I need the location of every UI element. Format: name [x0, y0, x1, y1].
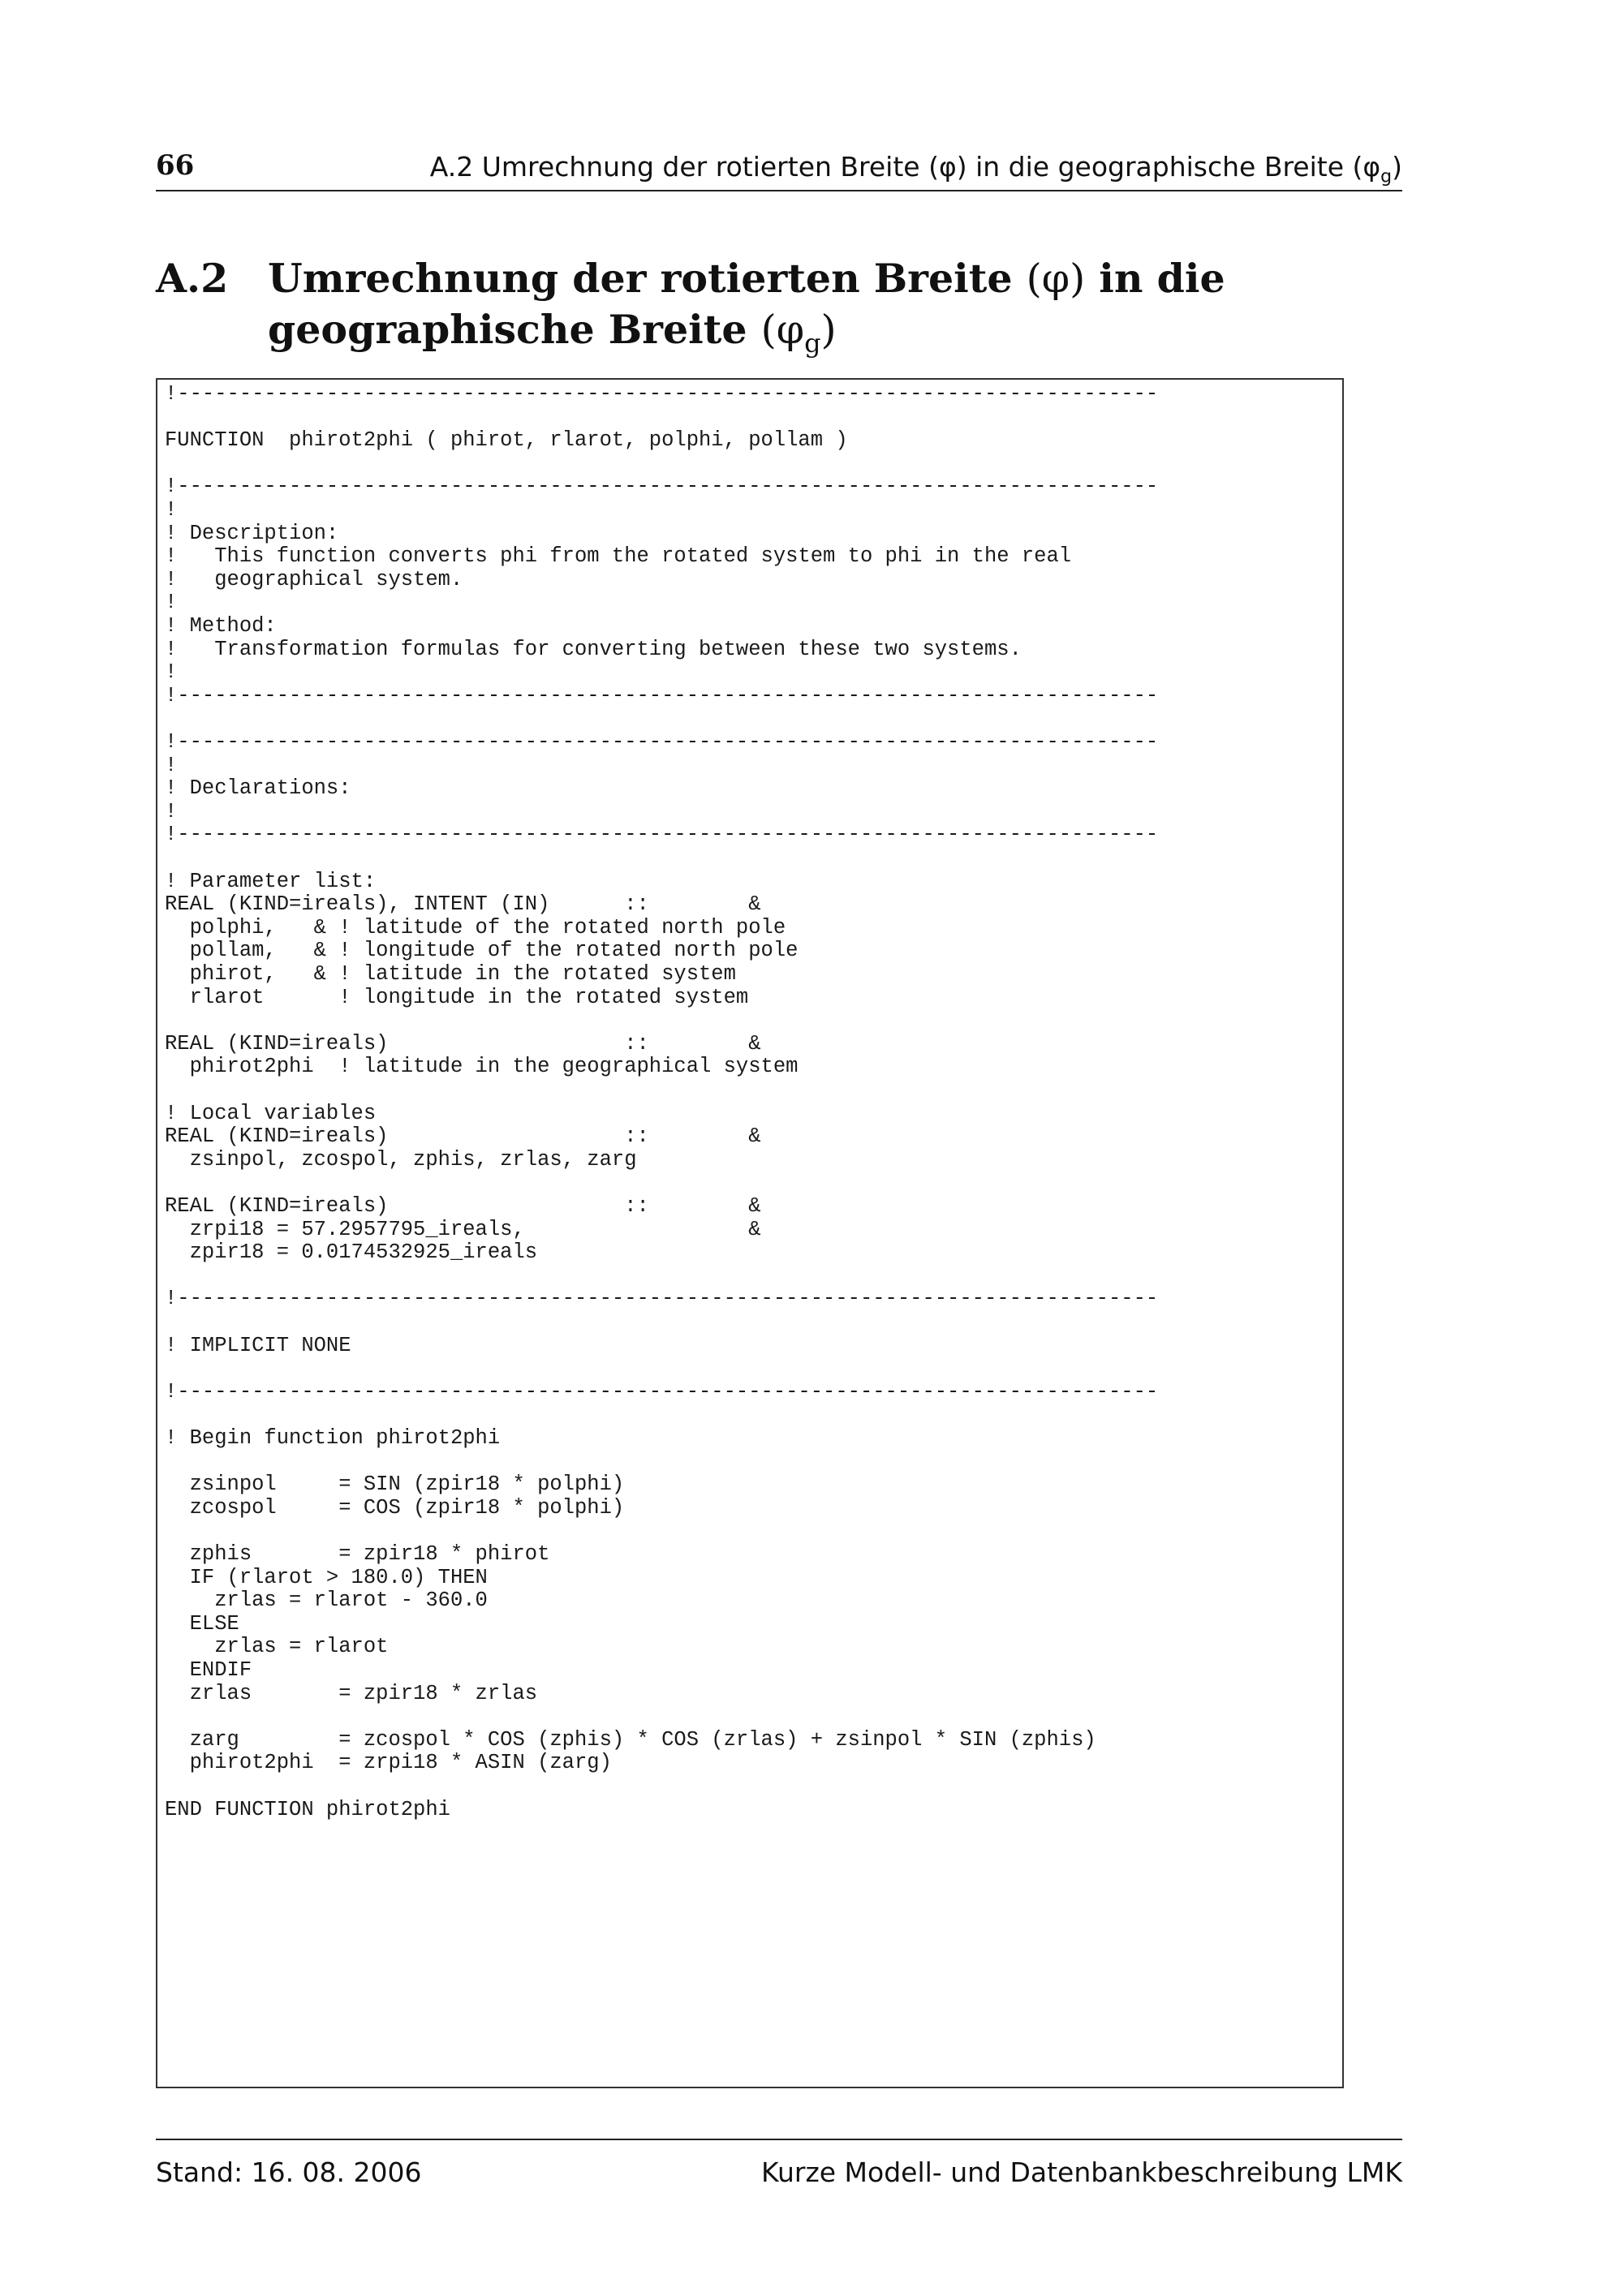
code-line: zphis = zpir18 * phirot [165, 1542, 550, 1566]
section-title [268, 253, 1406, 368]
code-line: ! Local variables [165, 1101, 377, 1125]
section-title-phi-g-sub: g [804, 327, 821, 359]
section-title-part1: Umrechnung der rotierten Breite [268, 255, 1027, 302]
code-line: IF (rlarot > 180.0) THEN [165, 1565, 488, 1589]
code-line: ELSE [165, 1611, 239, 1636]
code-line: ! [165, 498, 178, 522]
footer-rule [156, 2139, 1402, 2140]
page-number: 66 [156, 149, 195, 182]
code-line: zrpi18 = 57.2957795_ireals, & [165, 1217, 761, 1241]
running-header-title: A.2 Umrechnung der rotierten Breite (φ) in die geographische Breite (φ [429, 151, 1381, 183]
code-line: !------------------------------------------------------------------------------- [165, 1379, 1159, 1404]
code-line: zarg = zcospol * COS (zphis) * COS (zrlas) + zsinpol * SIN (zphis) [165, 1727, 1096, 1752]
code-line: rlarot ! longitude in the rotated system [165, 985, 749, 1009]
code-line: phirot, & ! latitude in the rotated system [165, 962, 736, 986]
code-line: zrlas = rlarot - 360.0 [165, 1589, 488, 1613]
code-line: ! Parameter list: [165, 869, 377, 893]
code-line: !------------------------------------------------------------------------------- [165, 1287, 1159, 1311]
code-line: ! [165, 591, 178, 615]
code-line: phirot2phi ! latitude in the geographical system [165, 1055, 799, 1079]
code-line: pollam, & ! longitude of the rotated north pole [165, 939, 799, 963]
code-line: polphi, & ! latitude of the rotated north pole [165, 915, 786, 939]
code-line: REAL (KIND=ireals) :: & [165, 1031, 761, 1056]
section-title-phi-g-close: ) [820, 307, 837, 353]
code-line: !------------------------------------------------------------------------------- [165, 382, 1159, 406]
code-line: !------------------------------------------------------------------------------- [165, 823, 1159, 847]
code-line: !------------------------------------------------------------------------------- [165, 683, 1159, 707]
code-line: REAL (KIND=ireals), INTENT (IN) :: & [165, 892, 761, 917]
code-line: !------------------------------------------------------------------------------- [165, 730, 1159, 754]
running-header-close: ) [1392, 151, 1402, 183]
code-line: ! Begin function phirot2phi [165, 1426, 501, 1450]
code-line: ! Method: [165, 614, 277, 638]
section-heading [156, 253, 1406, 368]
section-title-phi-g-open: (φ [760, 307, 805, 353]
code-line: !------------------------------------------------------------------------------- [165, 475, 1159, 499]
code-line: ENDIF [165, 1658, 252, 1682]
code-line: ! [165, 799, 178, 823]
section-title-phi: (φ) [1026, 256, 1086, 302]
footer-date: Stand: 16. 08. 2006 [156, 2156, 422, 2188]
running-header [430, 151, 1402, 194]
code-line: REAL (KIND=ireals) :: & [165, 1194, 761, 1218]
code-line: zrlas = zpir18 * zrlas [165, 1681, 538, 1705]
footer-document-title: Kurze Modell- und Datenbankbeschreibung LMK [760, 2156, 1402, 2188]
code-line: zcospol = COS (zpir18 * polphi) [165, 1495, 625, 1520]
code-line: REAL (KIND=ireals) :: & [165, 1124, 761, 1149]
code-line: ! This function converts phi from the rotated system to phi in the real [165, 544, 1072, 569]
code-line: ! IMPLICIT NONE [165, 1333, 351, 1357]
running-header-subscript: g [1380, 166, 1393, 187]
code-line: phirot2phi = zrpi18 * ASIN (zarg) [165, 1751, 612, 1775]
code-line: zpir18 = 0.0174532925_ireals [165, 1240, 538, 1265]
section-number: A.2 [156, 255, 229, 302]
code-line: END FUNCTION phirot2phi [165, 1797, 450, 1821]
code-listing [156, 378, 1344, 2088]
code-line: ! geographical system. [165, 567, 463, 591]
code-line: ! [165, 753, 178, 777]
code-line: FUNCTION phirot2phi ( phirot, rlarot, polphi, pollam ) [165, 428, 848, 453]
code-line: zsinpol, zcospol, zphis, zrlas, zarg [165, 1147, 637, 1172]
code-line: zrlas = rlarot [165, 1635, 389, 1659]
code-line: ! Transformation formulas for converting between these two systems. [165, 637, 1022, 661]
code-line: ! [165, 660, 178, 685]
code-line: zsinpol = SIN (zpir18 * polphi) [165, 1473, 625, 1497]
code-line: ! Declarations: [165, 776, 351, 801]
header-rule [156, 190, 1402, 191]
code-line: ! Description: [165, 521, 339, 545]
section-title-part2: in die geographische Breite [268, 255, 1225, 353]
